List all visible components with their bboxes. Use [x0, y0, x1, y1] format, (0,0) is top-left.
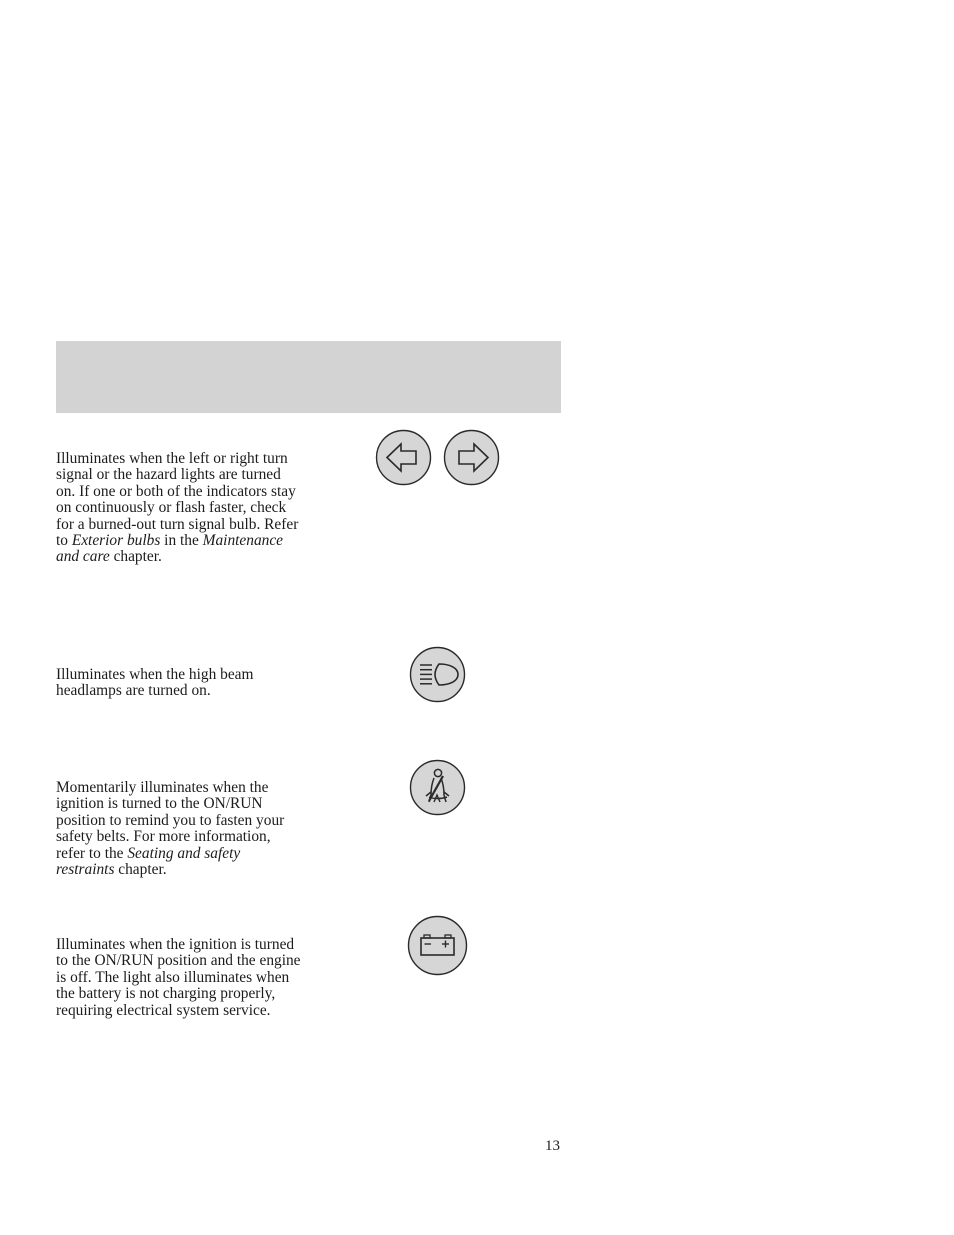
battery-icon — [407, 915, 468, 976]
chapter-reference: Seating and safety restraints — [56, 844, 241, 879]
chapter-reference: Exterior bulbs — [71, 532, 161, 550]
chapter-reference: Maintenance and care — [56, 532, 283, 566]
paragraph-text: chapter. — [114, 861, 167, 879]
page-number: 13 — [545, 1138, 560, 1154]
turn-signal-description — [56, 451, 301, 566]
paragraph-text: Illuminates when the high beam headlamps are turned on. — [56, 666, 254, 700]
high-beam-icon — [409, 646, 466, 703]
left-turn-arrow-icon — [375, 429, 432, 486]
paragraph-text: chapter. — [109, 548, 162, 566]
safety-belt-description — [56, 780, 301, 878]
high-beam-description — [56, 667, 301, 700]
paragraph-text: Momentarily illuminates when the ignition is turned to the ON/RUN position to remind you to fasten your safety belts. For more information, refer to the — [56, 779, 285, 862]
section-header-band — [56, 341, 561, 413]
right-turn-arrow-icon — [443, 429, 500, 486]
safety-belt-icon — [409, 759, 466, 816]
paragraph-text: in the — [160, 532, 203, 550]
charging-system-description — [56, 937, 301, 1019]
paragraph-text: Illuminates when the left or right turn signal or the hazard lights are turned on. If one or both of the indicators stay on continuously or flash faster, check for a burned-out turn signal bulb. Refer to — [56, 450, 299, 550]
paragraph-text: Illuminates when the ignition is turned to the ON/RUN position and the engine is off. The light also illuminates when the battery is not charging properly, requiring electrical system service. — [56, 936, 301, 1019]
